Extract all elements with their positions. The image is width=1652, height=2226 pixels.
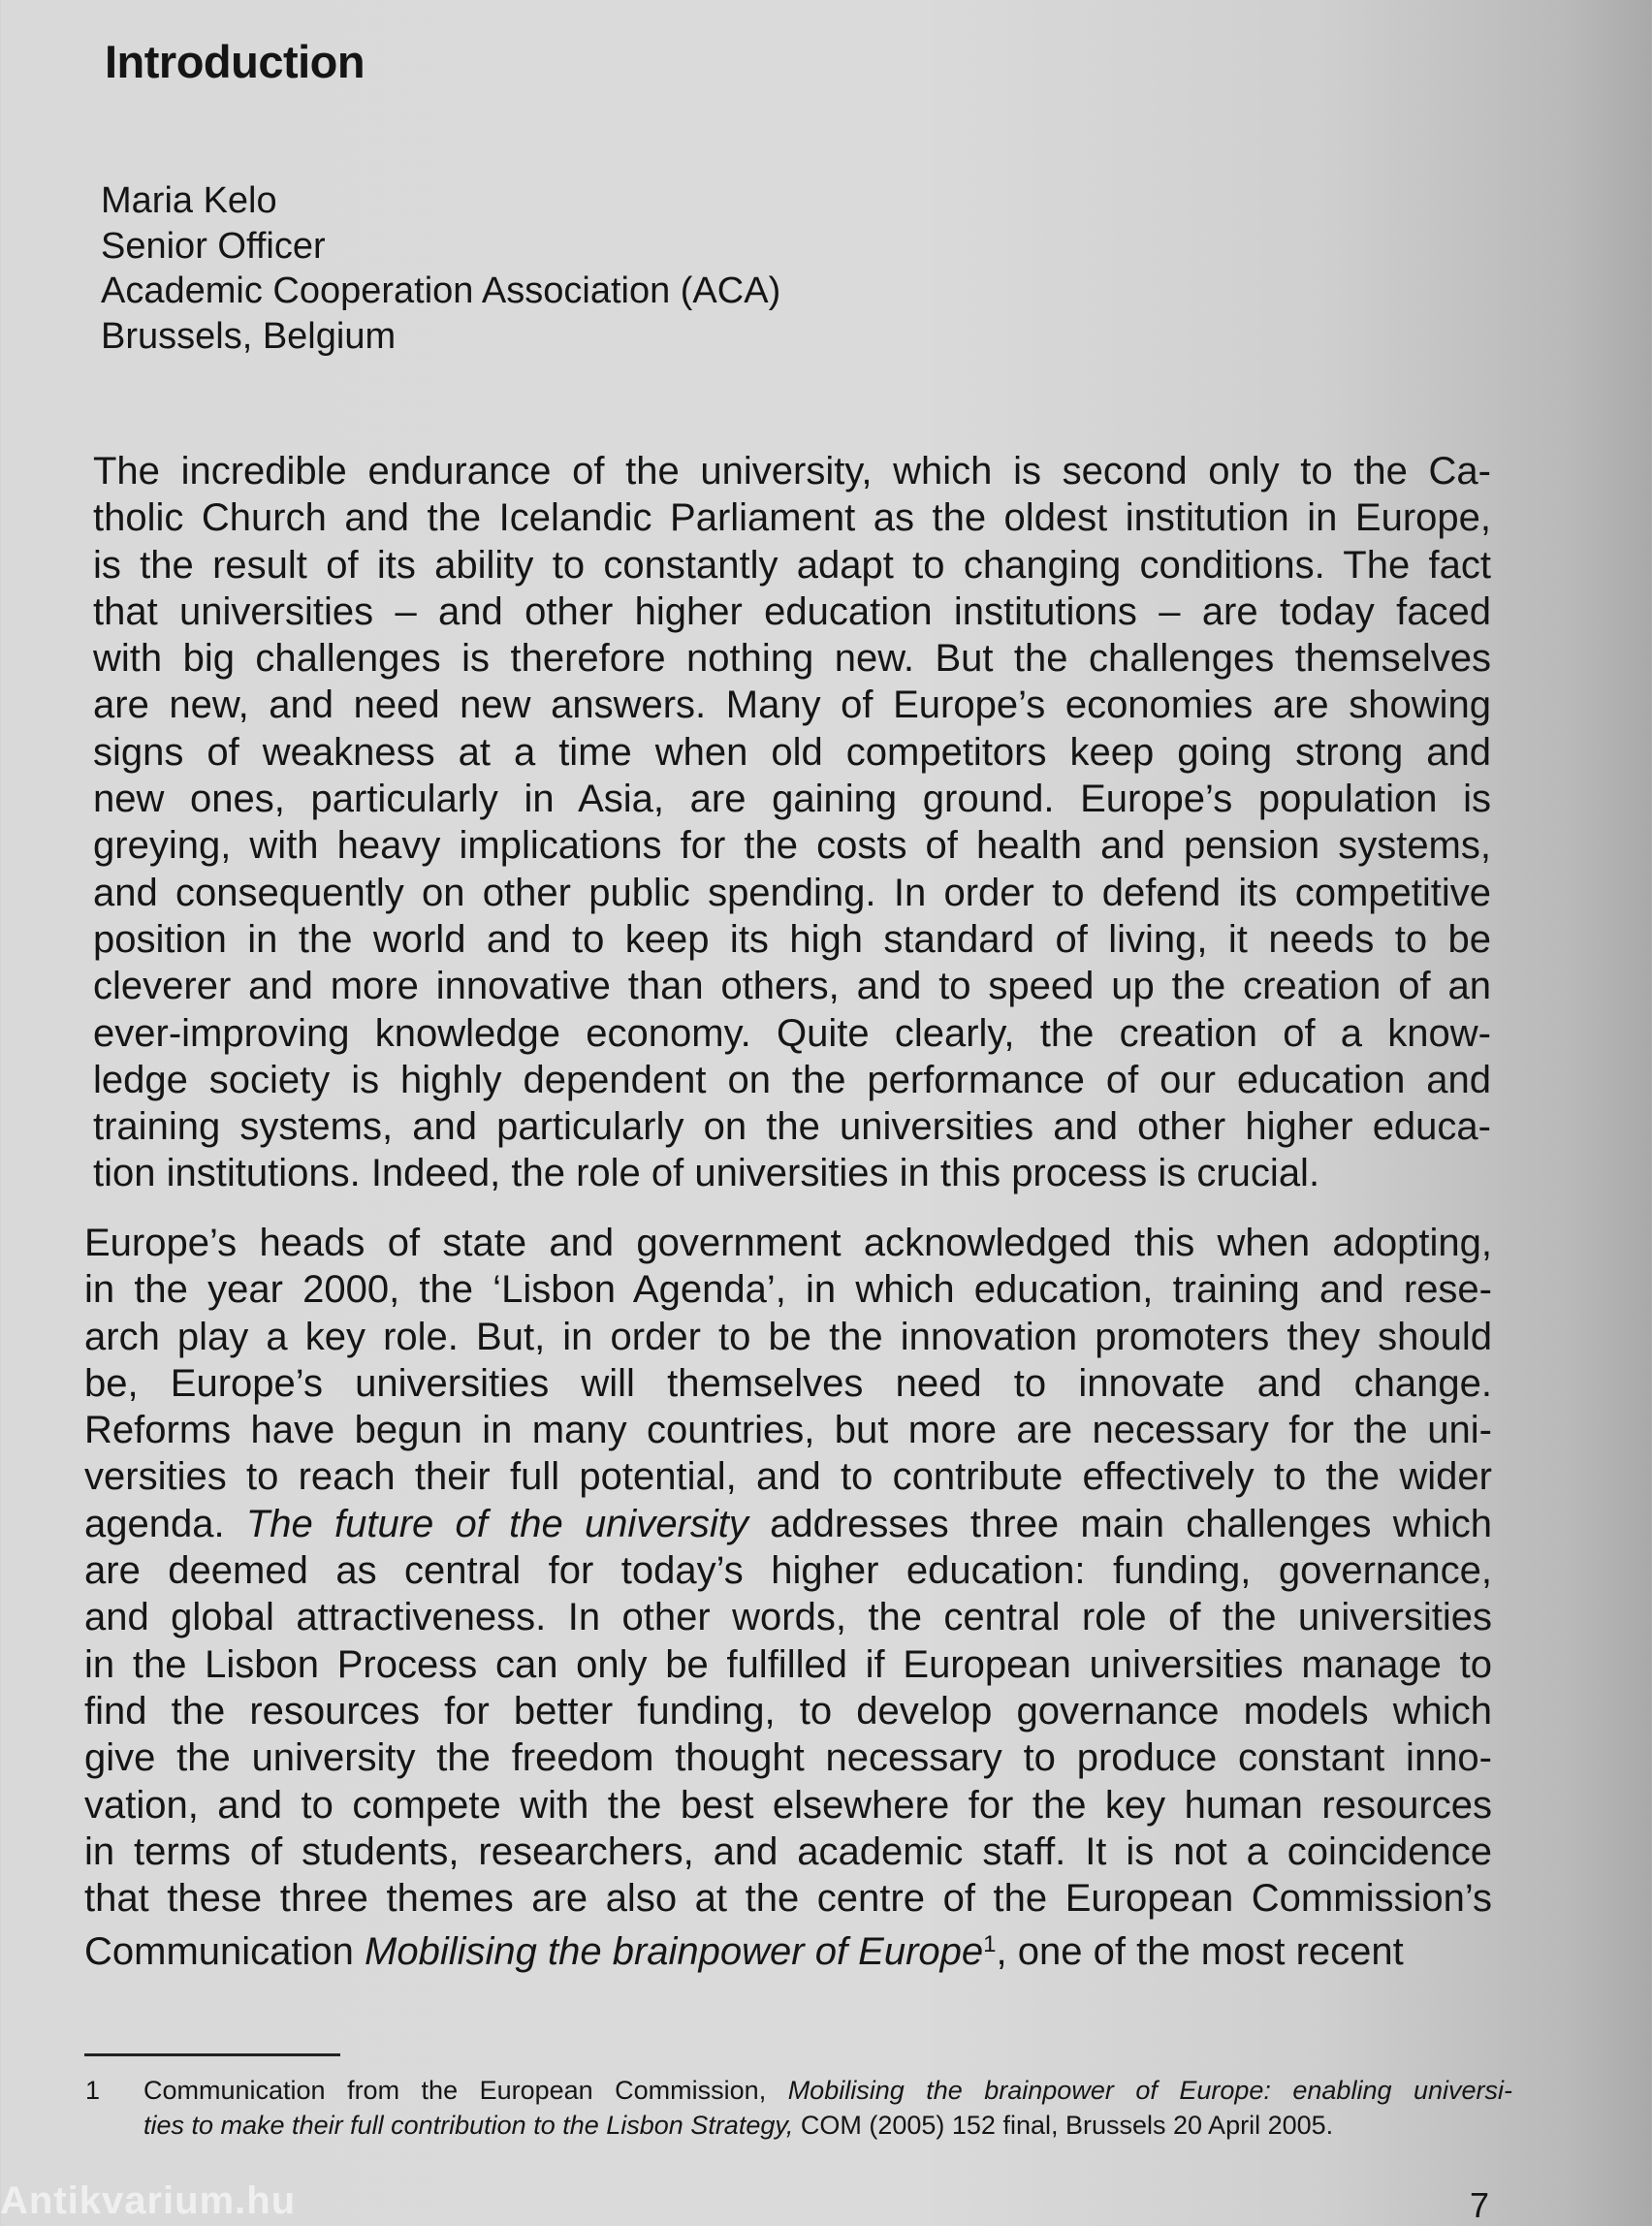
- text-run: ledge society is highly dependent on the performance of our education and: [93, 1058, 1491, 1101]
- text-line: [84, 1875, 1492, 1922]
- watermark: Antikvarium.hu: [0, 2179, 297, 2222]
- text-line: [93, 1103, 1491, 1150]
- text-line: [93, 682, 1491, 728]
- text-line: [84, 1641, 1492, 1688]
- text-run: Communication: [84, 1930, 365, 1974]
- text-run: , one of the most recent: [996, 1930, 1404, 1974]
- text-run: agenda.: [84, 1502, 246, 1545]
- text-line: [84, 1547, 1492, 1594]
- body-paragraph-2: [84, 1220, 1492, 1976]
- text-run: are new, and need new answers. Many of Europe’s economies are showing: [93, 684, 1491, 727]
- text-line: [93, 963, 1491, 1009]
- footnote-divider: [84, 2053, 340, 2056]
- page-number: 7: [1470, 2185, 1490, 2225]
- text-run: The incredible endurance of the university, which is second only to the Ca-: [93, 450, 1491, 493]
- text-run: in the year 2000, the ‘Lisbon Agenda’, in which education, training and rese-: [84, 1268, 1492, 1312]
- text-run: training systems, and particularly on the universities and other higher educa-: [93, 1105, 1491, 1149]
- text-line: [93, 542, 1491, 588]
- italic-title: ties to make their full contribution to the Lisbon Strategy,: [143, 2111, 794, 2140]
- text-line: [93, 494, 1491, 541]
- text-run: are deemed as central for today’s higher education: funding, governance,: [84, 1549, 1492, 1593]
- text-line: [93, 1010, 1491, 1057]
- text-line: [93, 588, 1491, 635]
- text-line: [84, 1688, 1492, 1734]
- text-run: new ones, particularly in Asia, are gaining ground. Europe’s population is: [93, 778, 1491, 821]
- text-line: [93, 448, 1491, 494]
- text-run: with big challenges is therefore nothing new. But the challenges themselves: [93, 637, 1491, 681]
- footnote-text: [143, 2073, 1512, 2143]
- author-title: Senior Officer: [101, 225, 326, 267]
- text-line: [84, 1828, 1492, 1875]
- text-line: [93, 870, 1491, 916]
- text-run: tion institutions. Indeed, the role of universities in this process is crucial.: [93, 1152, 1320, 1195]
- text-line: [84, 1734, 1492, 1781]
- author-block: [101, 178, 780, 359]
- text-run: in the Lisbon Process can only be fulfilled if European universities manage to: [84, 1642, 1492, 1686]
- text-run: versities to reach their full potential, and to contribute effectively to the wider: [84, 1455, 1492, 1499]
- text-run: COM (2005) 152 final, Brussels 20 April 2005.: [793, 2111, 1334, 2140]
- text-run: and global attractiveness. In other words, the central role of the universities: [84, 1596, 1492, 1639]
- text-line: [143, 2108, 1512, 2143]
- text-run: signs of weakness at a time when old competitors keep going strong and: [93, 730, 1491, 774]
- text-run: is the result of its ability to constantly adapt to changing conditions. The fact: [93, 543, 1491, 587]
- text-line: [84, 1782, 1492, 1828]
- italic-title: Mobilising the brainpower of Europe: [365, 1930, 984, 1974]
- text-run: that universities – and other higher education institutions – are today faced: [93, 589, 1491, 633]
- text-line: [93, 635, 1491, 682]
- text-line: [84, 1266, 1492, 1313]
- text-run: find the resources for better funding, to develop governance models which: [84, 1689, 1492, 1733]
- text-run: and consequently on other public spending. In order to defend its competitive: [93, 871, 1491, 914]
- text-run: greying, with heavy implications for the costs of health and pension systems,: [93, 824, 1491, 868]
- text-line: [84, 1360, 1492, 1407]
- text-line: [84, 1314, 1492, 1360]
- text-run: vation, and to compete with the best elsewhere for the key human resources: [84, 1783, 1492, 1827]
- text-line: [84, 1594, 1492, 1640]
- text-line: [84, 1407, 1492, 1453]
- text-run: tholic Church and the Icelandic Parliament as the oldest institution in Europe,: [93, 496, 1491, 540]
- section-heading: Introduction: [105, 36, 365, 87]
- text-run: addresses three main challenges which: [747, 1502, 1492, 1545]
- author-location: Brussels, Belgium: [101, 315, 397, 357]
- text-line: [143, 2073, 1512, 2108]
- text-run: Communication from the European Commission,: [143, 2076, 788, 2105]
- text-run: give the university the freedom thought necessary to produce constant inno-: [84, 1736, 1492, 1780]
- text-run: Europe’s heads of state and government acknowledged this when adopting,: [84, 1222, 1492, 1264]
- text-line: [93, 916, 1491, 963]
- body-paragraph-1: [93, 448, 1491, 1197]
- italic-title: The future of the university: [245, 1502, 748, 1545]
- text-run: be, Europe’s universities will themselves need to innovate and change.: [84, 1361, 1492, 1405]
- text-line: [84, 1922, 1492, 1975]
- text-run: in terms of students, researchers, and academic staff. It is not a coincidence: [84, 1829, 1492, 1873]
- text-run: cleverer and more innovative than others, and to speed up the creation of an: [93, 965, 1491, 1008]
- author-name: Maria Kelo: [101, 180, 277, 221]
- italic-title: Mobilising the brainpower of Europe: enabling universi-: [787, 2076, 1512, 2105]
- text-line: [93, 822, 1491, 869]
- footnote-reference: 1: [983, 1931, 997, 1958]
- text-line: [93, 776, 1491, 822]
- text-run: ever-improving knowledge economy. Quite clearly, the creation of a know-: [93, 1011, 1491, 1055]
- text-run: position in the world and to keep its high standard of living, it needs to be: [93, 917, 1491, 961]
- text-run: Reforms have begun in many countries, but more are necessary for the uni-: [84, 1409, 1492, 1452]
- text-run: arch play a key role. But, in order to be the innovation promoters they should: [84, 1315, 1492, 1358]
- text-line: [93, 1150, 1491, 1196]
- footnote-number: 1: [85, 2076, 101, 2105]
- text-line: [93, 729, 1491, 776]
- text-line: [84, 1501, 1492, 1547]
- text-run: that these three themes are also at the centre of the European Commission’s: [84, 1877, 1492, 1921]
- text-line: [84, 1220, 1492, 1266]
- text-line: [84, 1453, 1492, 1500]
- text-line: [93, 1057, 1491, 1103]
- author-organization: Academic Cooperation Association (ACA): [101, 270, 781, 311]
